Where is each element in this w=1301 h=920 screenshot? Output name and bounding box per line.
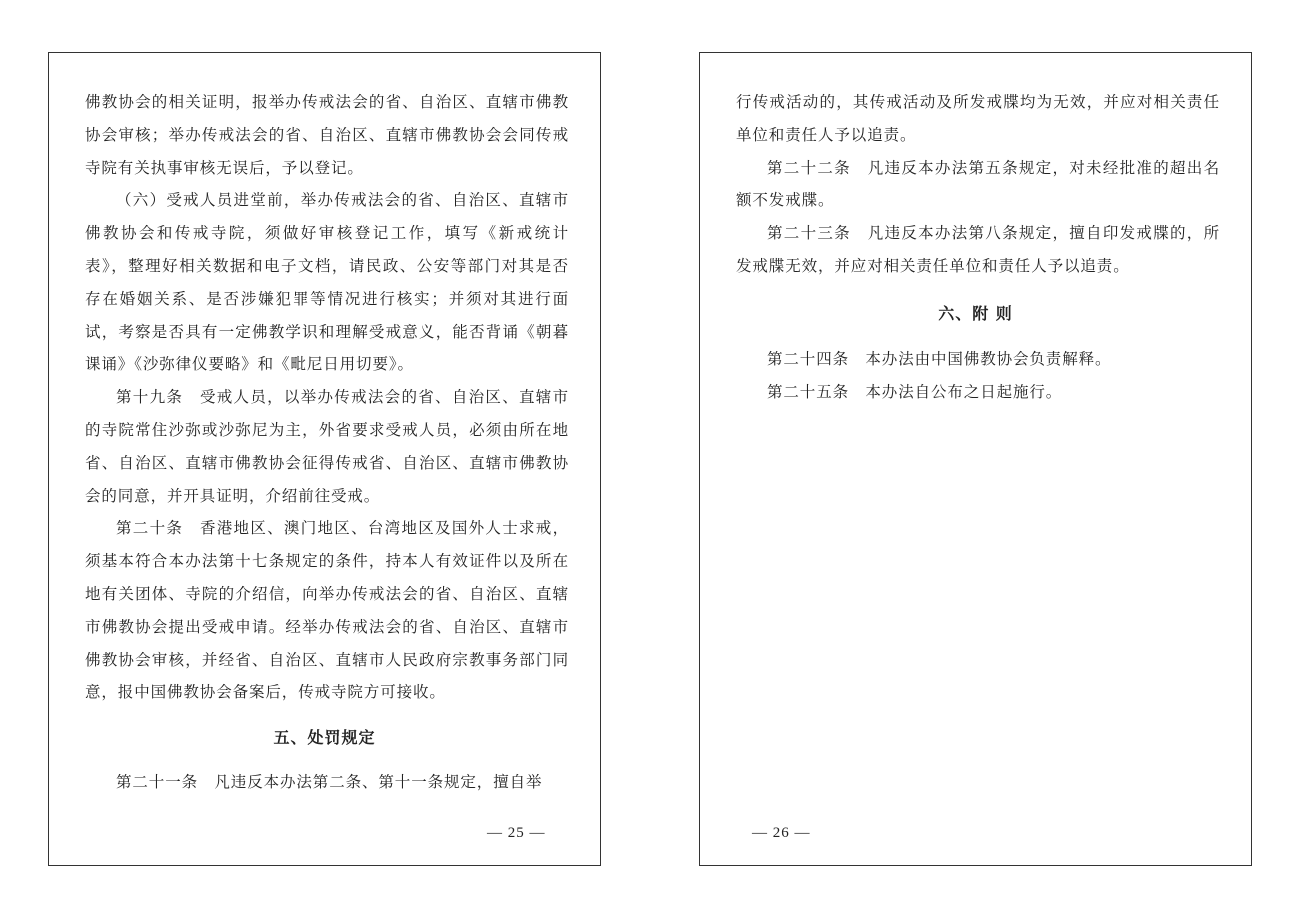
paragraph: 第二十一条 凡违反本办法第二条、第十一条规定，擅自举 [116, 773, 543, 791]
page-right [699, 52, 1252, 866]
page-left [48, 52, 601, 866]
paragraph: 第二十条 香港地区、澳门地区、台湾地区及国外人士求戒，须基本符合本办法第十七条规定的条件，持本人有效证件以及所在地有关团体、寺院的介绍信，向举办传戒法会的省、自治区、直辖市佛教协会提出受戒申请。经举办传戒法会的省、自治区、直辖市佛教协会审核，并经省、自治区、直辖市人民政府宗教事务部门同意，报中国佛教协会备案后，传戒寺院方可接收。 [85, 519, 569, 702]
section-heading: 六、附 则 [938, 304, 1013, 323]
section-heading: 五、处罚规定 [273, 728, 376, 747]
paragraph: 行传戒活动的，其传戒活动及所发戒牒均为无效，并应对相关责任单位和责任人予以追责。 [736, 93, 1220, 144]
paragraph: 第二十三条 凡违反本办法第八条规定，擅自印发戒牒的，所发戒牒无效，并应对相关责任单位和责任人予以追责。 [736, 224, 1220, 275]
page-number: — 26 — [752, 825, 811, 841]
paragraph: 第二十二条 凡违反本办法第五条规定，对未经批准的超出名额不发戒牒。 [736, 158, 1220, 210]
paragraph: （六）受戒人员进堂前，举办传戒法会的省、自治区、直辖市佛教协会和传戒寺院，须做好审核登记工作，填写《新戒统计表》，整理好相关数据和电子文档，请民政、公安等部门对其是否存在婚姻关系、是否涉嫌犯罪等情况进行核实；并须对其进行面试，考察是否具有一定佛教学识和理解受戒意义，能否背诵《朝暮课诵》《沙弥律仪要略》和《毗尼日用切要》。 [85, 191, 569, 374]
page-left-body [85, 86, 569, 709]
page-right-body-continued [736, 343, 1220, 409]
paragraph: 第十九条 受戒人员，以举办传戒法会的省、自治区、直辖市的寺院常住沙弥或沙弥尼为主，外省要求受戒人员，必须由所在地省、自治区、直辖市佛教协会征得传戒省、自治区、直辖市佛教协会的同意，并开具证明，介绍前往受戒。 [85, 388, 569, 505]
page-right-body [736, 86, 1220, 283]
page-left-body-continued [85, 766, 569, 799]
paragraph: 第二十五条 本办法自公布之日起施行。 [767, 382, 1063, 401]
paragraph: 佛教协会的相关证明，报举办传戒法会的省、自治区、直辖市佛教协会审核；举办传戒法会的省、自治区、直辖市佛教协会会同传戒寺院有关执事审核无误后，予以登记。 [85, 93, 569, 177]
paragraph: 第二十四条 本办法由中国佛教协会负责解释。 [767, 350, 1112, 368]
page-number: — 25 — [487, 825, 546, 841]
